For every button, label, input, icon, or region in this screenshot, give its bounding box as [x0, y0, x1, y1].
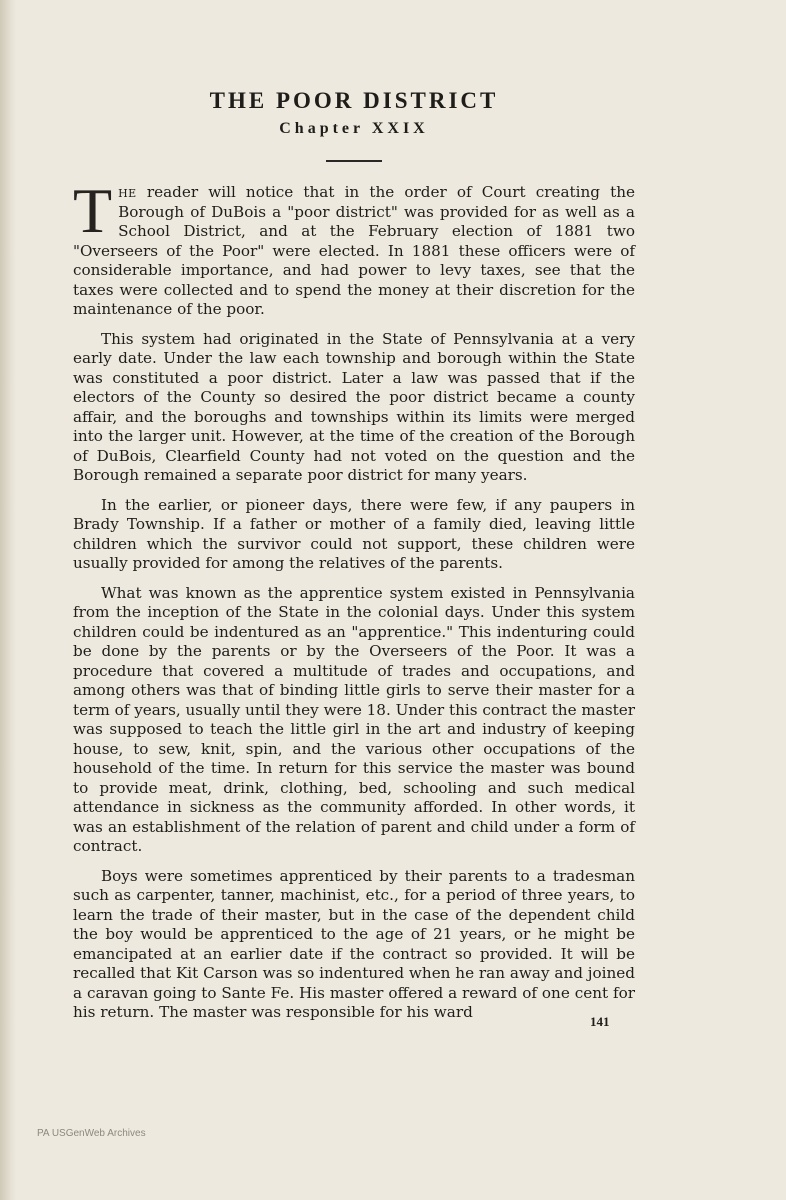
- book-gutter-shadow: [0, 0, 16, 1200]
- paragraph-3: In the earlier, or pioneer days, there were few, if any paupers in Brady Township. If a father or mother of a family died, leaving little children which the survivor could not support, these children were usually provided for among the relatives of the parents.: [73, 495, 635, 572]
- archive-watermark: PA USGenWeb Archives: [37, 1128, 146, 1139]
- paragraph-2: This system had originated in the State of Pennsylvania at a very early date. Under the law each township and borough within the State was constituted a poor district. Later a law was passed that if the electors of the County so desired the poor district became a county affair, and the boroughs and townships within its limits were merged into the larger unit. However, at the time of the creation of the Borough of DuBois, Clearfield County had not voted on the question and the Borough remained a separate poor district for many years.: [73, 329, 635, 484]
- paragraph-4: What was known as the apprentice system existed in Pennsylvania from the inception of the State in the colonial days. Under this system children could be indentured as an "apprentice." This indenturing could be done by the parents or by the Overseers of the Poor. It was a procedure that covered a multitude of trades and occupations, and among others was that of binding little girls to serve their master for a term of years, usually until they were 18. Under this contract the master was supposed to teach the little girl in the art and industry of keeping house, to sew, knit, spin, and the various other occupations of the household of the time. In return for this service the master was bound to provide meat, drink, clothing, bed, schooling and such medical attendance in sickness as the community afforded. In other words, it was an establishment of the relation of parent and child under a form of contract.: [73, 583, 635, 855]
- paragraph-1: [73, 175, 635, 320]
- page-title: THE POOR DISTRICT: [209, 88, 499, 113]
- page-body: [73, 86, 635, 1033]
- page-number: 141: [590, 1014, 610, 1029]
- title-rule-divider: [326, 160, 382, 162]
- drop-cap-continuation: he: [118, 183, 137, 201]
- paragraph-5: Boys were sometimes apprenticed by their parents to a tradesman such as carpenter, tanner, machinist, etc., for a period of three years, to learn the trade of their master, but in the case of the dependent child the boy would be apprenticed to the age of 21 years, or he might be emancipated at an earlier date if the contract so provided. It will be recalled that Kit Carson was so indentured when he ran away and joined a caravan going to Sante Fe. His master offered a reward of one cent for his return. The master was responsible for his ward: [73, 866, 635, 1021]
- chapter-heading: Chapter XXIX: [279, 120, 429, 137]
- paragraph-1-text: reader will notice that in the order of Court creating the Borough of DuBois a "poor district" was provided for as well as a School District, and at the February election of 1881 two "Overseers of the Poor" were elected. In 1881 these officers were of considerable importance, and had power to levy taxes, see that the taxes were collected and to spend the money at their discretion for the maintenance of the poor.: [73, 183, 635, 318]
- drop-cap: T: [73, 175, 113, 246]
